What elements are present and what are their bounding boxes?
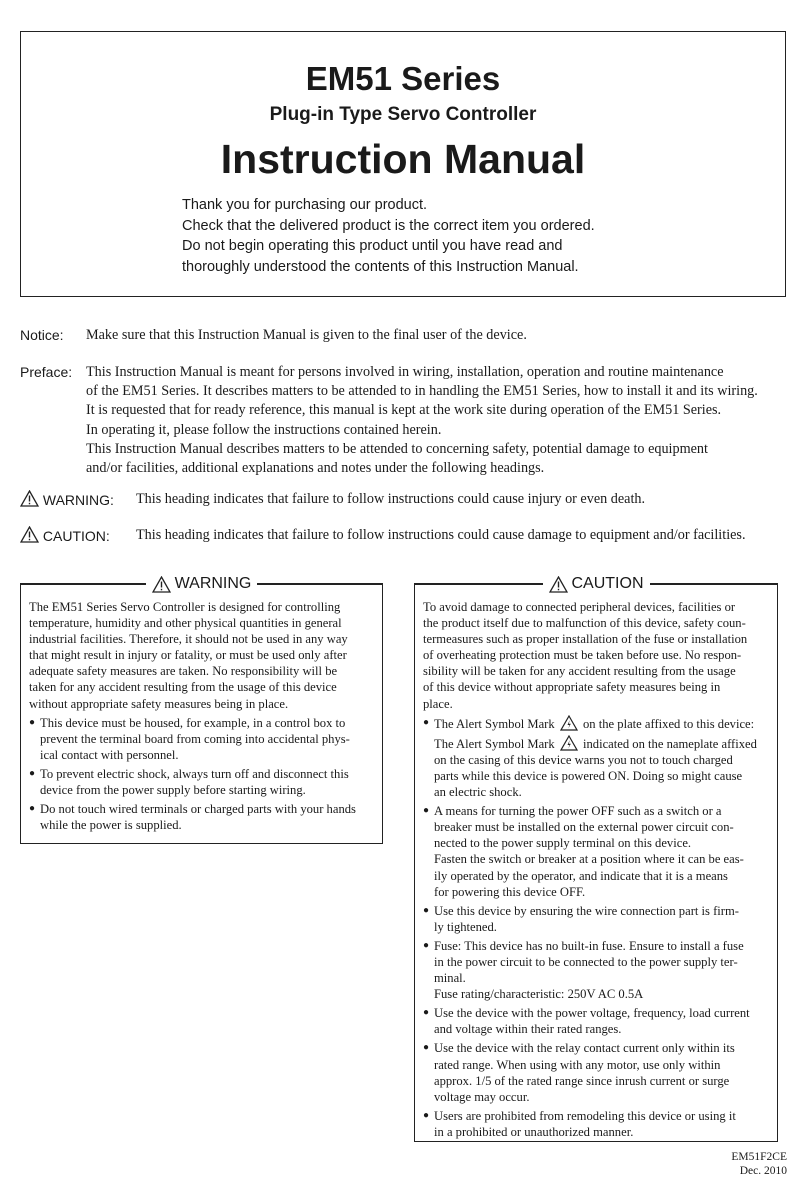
document-date: Dec. 2010 [739,1165,787,1177]
warning-panel-head [21,573,382,595]
text-line: device from the power supply before starting wiring. [40,783,306,798]
text-line: taken for any accident resulting from the usage of this device [29,680,337,695]
text-line: of this device without appropriate safety measures being in [423,680,721,695]
preface-label: Preface: [20,364,73,380]
caution-panel-body [423,599,769,1140]
text-line: A means for turning the power OFF such as a switch or a [434,804,722,819]
intro-text [182,195,742,277]
document-footer [731,1150,787,1178]
preface-line: of the EM51 Series. It describes matters to be attended to in handling the EM51 Series, how to install it and its wiring. [86,383,758,400]
text-line: that might result in injury or fatality, or must be used only after [29,648,347,663]
text-line: for powering this device OFF. [434,884,586,899]
text-line: an electric shock. [434,785,522,800]
notice-label: Notice: [20,327,64,343]
text-line: Users are prohibited from remodeling this device or using it [434,1108,736,1123]
product-subtitle: Plug-in Type Servo Controller [269,104,537,125]
bullet-dot-icon: ● [29,767,36,779]
text-line: To avoid damage to connected peripheral devices, facilities or [423,600,736,614]
preface-line: and/or facilities, additional explanations and notes under the following headings. [86,460,545,477]
caution-bullet [423,803,769,900]
warning-bullet [29,801,374,833]
text-line: place. [423,696,453,711]
text-line: on the casing of this device warns you not to touch charged [434,752,733,767]
caution-panel-head [415,573,777,595]
intro-line: Thank you for purchasing our product. [182,197,428,213]
caution-bullet [423,1040,769,1104]
bullet-dot-icon: ● [423,805,430,817]
text-line: The EM51 Series Servo Controller is designed for controlling [29,600,341,614]
text-line: ly tightened. [434,919,497,934]
bullet-dot-icon: ● [423,716,430,728]
text-fragment: The Alert Symbol Mark [434,736,555,751]
text-line: nected to the power supply terminal on this device. [434,836,692,851]
text-line: without appropriate safety measures being in place. [29,696,289,711]
caution-heading-label: CAUTION: [42,528,110,544]
text-line: ical contact with personnel. [40,747,179,762]
text-line: prevent the terminal board from coming into accidental phys- [40,731,350,746]
preface-line: It is requested that for ready reference, this manual is kept at the work site during operation of the EM51 Series. [86,402,722,419]
intro-line: Check that the delivered product is the correct item you ordered. [182,217,595,234]
warning-panel-title: WARNING [174,575,252,592]
text-line: in the power circuit to be connected to the power supply ter- [434,954,738,969]
warning-panel [20,575,383,844]
warning-heading-text: This heading indicates that failure to follow instructions could cause injury or even death. [136,491,646,507]
text-line: Do not touch wired terminals or charged parts with your hands [40,802,356,817]
text-fragment: on the plate affixed to this device: [583,716,755,731]
electric-shock-alert-icon [560,715,578,731]
bullet-dot-icon: ● [29,716,36,728]
caution-panel-title: CAUTION [571,575,644,592]
series-title: EM51 Series [305,60,501,97]
warning-bullet [29,766,374,798]
caution-bullet [423,903,769,935]
bullet-dot-icon: ● [423,939,430,951]
text-line: voltage may occur. [434,1089,530,1104]
caution-bullet [423,1005,769,1037]
title-box [20,31,786,297]
text-line: Use this device by ensuring the wire connection part is firm- [434,903,739,918]
text-line: industrial facilities. Therefore, it should not be used in any way [29,632,348,647]
text-line: the product itself due to malfunction of this device, safety coun- [423,616,746,631]
warning-intro [29,599,374,712]
preface-line: This Instruction Manual is meant for persons involved in wiring, installation, operation and routine maintenance [86,364,724,380]
text-line: of overheating protection must be taken before use. No respon- [423,648,742,663]
preface-line: In operating it, please follow the instructions contained herein. [86,421,442,438]
text-line: sibility will be taken for any accident resulting from the usage [423,664,736,679]
bullet-dot-icon: ● [29,803,36,815]
preface-line: This Instruction Manual describes matters to be attended to concerning safety, potential damage to equipment [86,440,708,457]
notice-text: Make sure that this Instruction Manual is given to the final user of the device. [86,327,527,343]
intro-line: Do not begin operating this product until you have read and [182,238,563,254]
warning-bullet [29,715,374,763]
warning-heading-label: WARNING: [42,492,114,508]
text-line: Fasten the switch or breaker at a position where it can be eas- [434,852,744,867]
text-line: ily operated by the operator, and indicate that it is a means [434,868,728,883]
text-line: rated range. When using with any motor, use only within [434,1057,721,1072]
text-line: in a prohibited or unauthorized manner. [434,1124,634,1139]
text-fragment: indicated on the nameplate affixed [583,736,757,751]
warning-panel-body [29,599,374,833]
caution-bullet [423,1108,769,1140]
text-line: approx. 1/5 of the rated range since inrush current or surge [434,1073,730,1088]
text-line: To prevent electric shock, always turn off and disconnect this [40,766,349,781]
caution-bullet [423,938,769,1002]
warning-triangle-icon [20,490,39,507]
text-line: and voltage within their rated ranges. [434,1022,622,1037]
text-line: Use the device with the power voltage, frequency, load current [434,1006,750,1021]
bullet-dot-icon: ● [423,904,430,916]
electric-shock-alert-icon [560,735,578,751]
caution-intro [423,599,769,712]
manual-title: Instruction Manual [220,136,586,182]
bullet-dot-icon: ● [423,1109,430,1121]
text-line: Fuse rating/characteristic: 250V AC 0.5A [434,987,644,1002]
caution-panel [414,575,778,1142]
text-line: breaker must be installed on the external power circuit con- [434,820,734,835]
text-fragment: The Alert Symbol Mark [434,716,555,731]
caution-bullet-alert-symbol [423,715,769,800]
warning-panel-triangle-icon [152,576,171,593]
text-line: while the power is supplied. [40,818,182,833]
preface-text [86,363,758,478]
caution-panel-triangle-icon [549,576,568,593]
text-line: Fuse: This device has no built-in fuse. Ensure to install a fuse [434,938,744,953]
caution-triangle-icon [20,526,39,543]
text-line: Use the device with the relay contact current only within its [434,1041,735,1056]
bullet-dot-icon: ● [423,1042,430,1054]
intro-line: thoroughly understood the contents of this Instruction Manual. [182,258,579,275]
text-line: termeasures such as proper installation of the fuse or installation [423,632,748,647]
text-line: parts while this device is powered ON. Doing so might cause [434,768,743,783]
document-code: EM51F2CE [731,1151,787,1163]
text-line: temperature, humidity and other physical quantities in general [29,616,342,631]
text-line: adequate safety measures are taken. No responsibility will be [29,664,338,679]
bullet-dot-icon: ● [423,1007,430,1019]
text-line: minal. [434,971,466,986]
text-line: This device must be housed, for example, in a control box to [40,715,346,730]
caution-heading-text: This heading indicates that failure to follow instructions could cause damage to equipment and/or facilities. [136,527,746,543]
